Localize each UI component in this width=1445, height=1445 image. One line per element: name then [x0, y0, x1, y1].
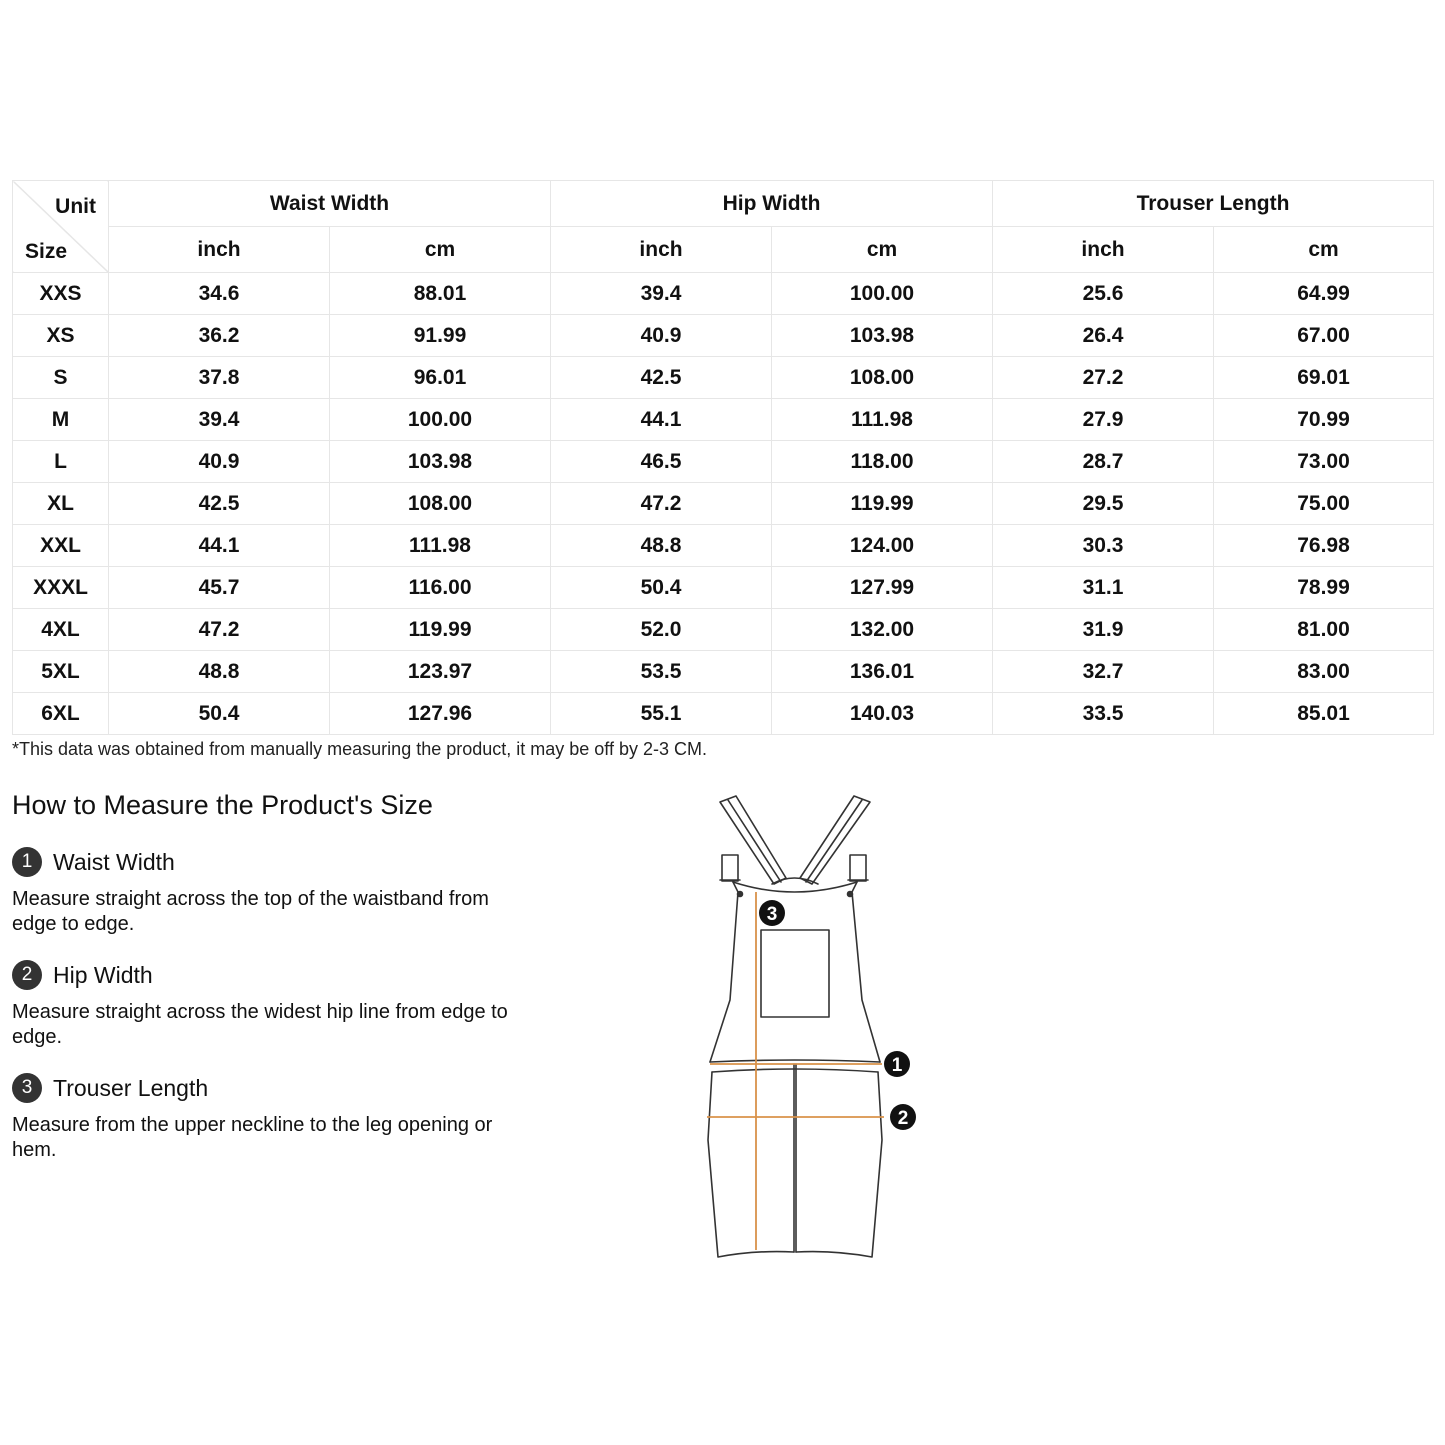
measurement-cell: 76.98: [1214, 525, 1434, 567]
measurement-cell: 40.9: [109, 441, 330, 483]
measurement-cell: 111.98: [330, 525, 551, 567]
measurement-cell: 140.03: [772, 693, 993, 735]
measurement-cell: 47.2: [551, 483, 772, 525]
size-label-cell: XXXL: [13, 567, 109, 609]
step-description: Measure straight across the widest hip line from edge to edge.: [12, 1001, 508, 1048]
measurement-cell: 39.4: [551, 273, 772, 315]
measurement-cell: 26.4: [993, 315, 1214, 357]
unit-header: inch: [551, 227, 772, 273]
measurement-cell: 42.5: [109, 483, 330, 525]
measurement-cell: 96.01: [330, 357, 551, 399]
marker-trouser-length: [759, 900, 785, 926]
measurement-cell: 52.0: [551, 609, 772, 651]
measurement-cell: 116.00: [330, 567, 551, 609]
howto-title: How to Measure the Product's Size: [12, 790, 433, 820]
marker-hip-width: [890, 1104, 916, 1130]
measurement-cell: 37.8: [109, 357, 330, 399]
measurement-cell: 31.9: [993, 609, 1214, 651]
size-label-cell: L: [13, 441, 109, 483]
group-header-trouser-length: Trouser Length: [993, 181, 1434, 227]
measurement-cell: 29.5: [993, 483, 1214, 525]
measurement-cell: 78.99: [1214, 567, 1434, 609]
size-label-cell: 6XL: [13, 693, 109, 735]
measurement-cell: 91.99: [330, 315, 551, 357]
measurement-cell: 44.1: [109, 525, 330, 567]
measurement-disclaimer: *This data was obtained from manually measuring the product, it may be off by 2-3 CM.: [12, 739, 708, 759]
measurement-cell: 55.1: [551, 693, 772, 735]
unit-header: inch: [109, 227, 330, 273]
measurement-cell: 50.4: [109, 693, 330, 735]
measurement-cell: 132.00: [772, 609, 993, 651]
measurement-cell: 39.4: [109, 399, 330, 441]
table-row: [13, 315, 1434, 357]
measurement-cell: 103.98: [330, 441, 551, 483]
measurement-cell: 50.4: [551, 567, 772, 609]
measurement-cell: 124.00: [772, 525, 993, 567]
measurement-cell: 127.96: [330, 693, 551, 735]
size-label-cell: 5XL: [13, 651, 109, 693]
measurement-cell: 70.99: [1214, 399, 1434, 441]
table-row: [13, 399, 1434, 441]
measurement-cell: 118.00: [772, 441, 993, 483]
table-row: [13, 273, 1434, 315]
measurement-cell: 44.1: [551, 399, 772, 441]
step-trouser-length: [12, 1071, 532, 1163]
group-header-row: [13, 181, 1434, 227]
unit-header: cm: [772, 227, 993, 273]
unit-header: cm: [330, 227, 551, 273]
unit-size-corner-cell: [13, 181, 109, 273]
measurement-cell: 53.5: [551, 651, 772, 693]
step-description: Measure from the upper neckline to the leg opening or hem.: [12, 1114, 493, 1161]
table-row: [13, 567, 1434, 609]
marker-label: 2: [897, 1108, 909, 1129]
size-label-cell: XS: [13, 315, 109, 357]
step-header: [12, 958, 532, 992]
measurement-cell: 111.98: [772, 399, 993, 441]
measurement-cell: 32.7: [993, 651, 1214, 693]
unit-header: cm: [1214, 227, 1434, 273]
step-number-badge: 2: [12, 960, 42, 990]
corner-size-label: Size: [25, 240, 68, 263]
marker-waist-width: [884, 1051, 910, 1077]
measurement-cell: 136.01: [772, 651, 993, 693]
marker-label: 1: [891, 1055, 903, 1076]
unit-header-row: [13, 227, 1434, 273]
table-row: [13, 483, 1434, 525]
step-description: Measure straight across the top of the waistband from edge to edge.: [12, 888, 489, 935]
measurement-cell: 31.1: [993, 567, 1214, 609]
step-number-badge: 1: [12, 847, 42, 877]
measurement-cell: 100.00: [772, 273, 993, 315]
step-number-badge: 3: [12, 1073, 42, 1103]
size-chart-table: [12, 180, 1434, 735]
group-header-waist-width: Waist Width: [109, 181, 551, 227]
measurement-cell: 123.97: [330, 651, 551, 693]
measurement-cell: 73.00: [1214, 441, 1434, 483]
table-row: [13, 357, 1434, 399]
measurement-cell: 30.3: [993, 525, 1214, 567]
size-label-cell: XXL: [13, 525, 109, 567]
measurement-cell: 69.01: [1214, 357, 1434, 399]
measurement-cell: 64.99: [1214, 273, 1434, 315]
measurement-cell: 45.7: [109, 567, 330, 609]
measurement-cell: 119.99: [772, 483, 993, 525]
measurement-cell: 46.5: [551, 441, 772, 483]
table-row: [13, 525, 1434, 567]
table-body: [13, 273, 1434, 735]
measurement-cell: 67.00: [1214, 315, 1434, 357]
measurement-cell: 85.01: [1214, 693, 1434, 735]
step-waist-width: [12, 845, 532, 937]
measurement-cell: 25.6: [993, 273, 1214, 315]
step-title: Waist Width: [53, 848, 175, 875]
measurement-cell: 36.2: [109, 315, 330, 357]
measurement-cell: 47.2: [109, 609, 330, 651]
measurement-cell: 88.01: [330, 273, 551, 315]
size-label-cell: XXS: [13, 273, 109, 315]
measurement-cell: 81.00: [1214, 609, 1434, 651]
measurement-cell: 28.7: [993, 441, 1214, 483]
size-label-cell: XL: [13, 483, 109, 525]
size-label-cell: S: [13, 357, 109, 399]
measurement-cell: 127.99: [772, 567, 993, 609]
measurement-cell: 48.8: [551, 525, 772, 567]
measurement-cell: 40.9: [551, 315, 772, 357]
table-row: [13, 441, 1434, 483]
table-row: [13, 609, 1434, 651]
step-header: [12, 1071, 532, 1105]
measurement-cell: 100.00: [330, 399, 551, 441]
measurement-cell: 33.5: [993, 693, 1214, 735]
measurement-cell: 48.8: [109, 651, 330, 693]
table-row: [13, 651, 1434, 693]
corner-unit-label: Unit: [55, 195, 96, 218]
step-hip-width: [12, 958, 532, 1050]
measurement-cell: 103.98: [772, 315, 993, 357]
group-header-hip-width: Hip Width: [551, 181, 993, 227]
marker-label: 3: [766, 904, 778, 925]
measurement-cell: 75.00: [1214, 483, 1434, 525]
measurement-cell: 27.2: [993, 357, 1214, 399]
measurement-cell: 34.6: [109, 273, 330, 315]
measurement-cell: 42.5: [551, 357, 772, 399]
size-label-cell: M: [13, 399, 109, 441]
measurement-cell: 108.00: [772, 357, 993, 399]
unit-header: inch: [993, 227, 1214, 273]
step-title: Hip Width: [53, 961, 153, 988]
table-row: [13, 693, 1434, 735]
step-header: [12, 845, 532, 879]
measurement-cell: 27.9: [993, 399, 1214, 441]
size-label-cell: 4XL: [13, 609, 109, 651]
step-title: Trouser Length: [53, 1074, 209, 1101]
overalls-outline-icon: [700, 790, 930, 1265]
measurement-cell: 119.99: [330, 609, 551, 651]
measurement-cell: 83.00: [1214, 651, 1434, 693]
measurement-cell: 108.00: [330, 483, 551, 525]
